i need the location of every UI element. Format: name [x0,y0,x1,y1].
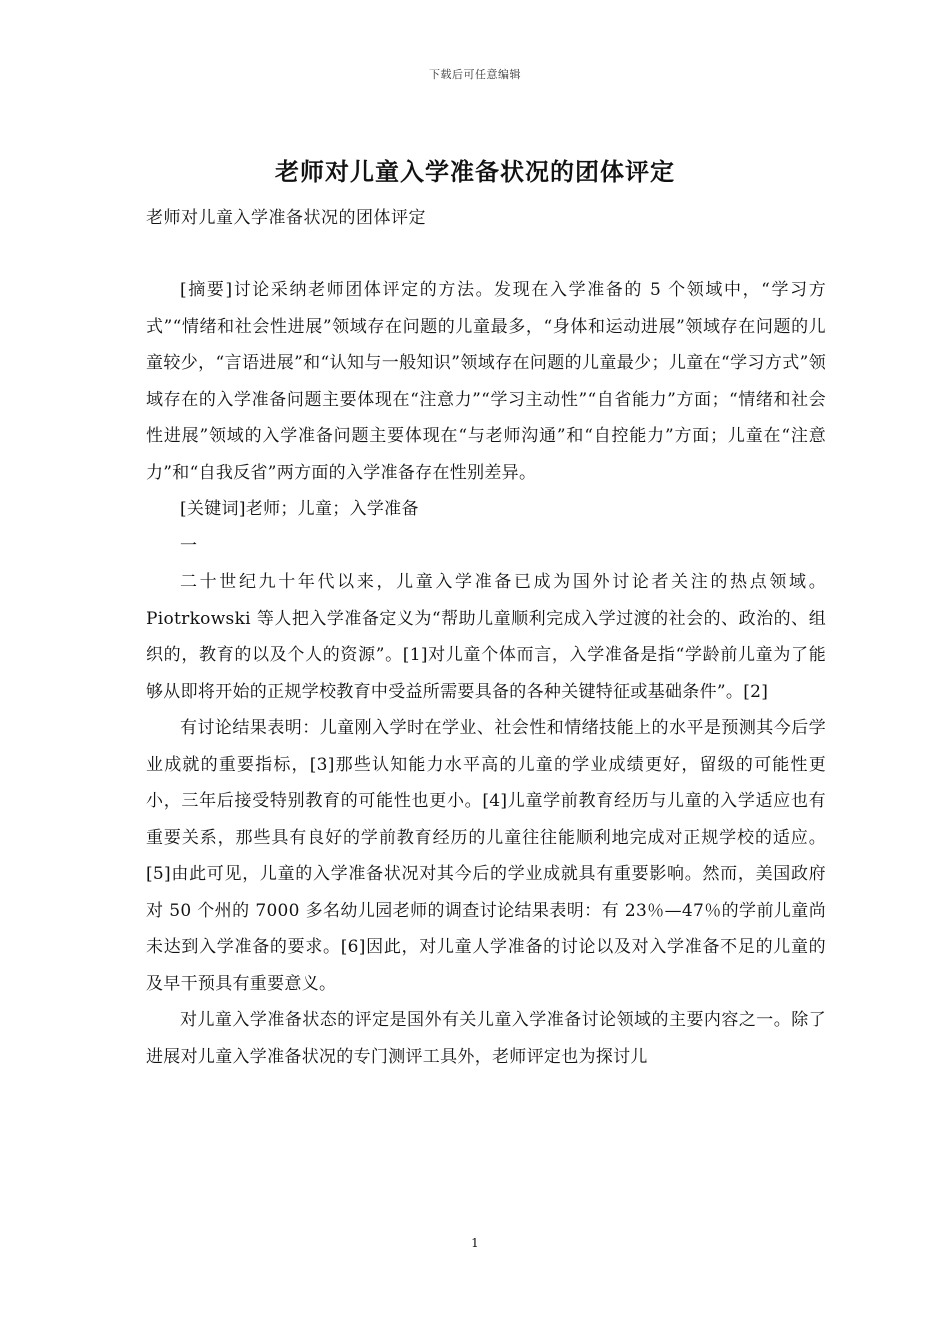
body-paragraph: 有讨论结果表明：儿童刚入学时在学业、社会性和情绪技能上的水平是预测其今后学业成就的重要指标，[3]那些认知能力水平高的儿童的学业成绩更好，留级的可能性更小，三年后接受特别教育的可能性也更小。[4]儿童学前教育经历与儿童的入学适应也有重要关系，那些具有良好的学前教育经历的儿童往往能顺利地完成对正规学校的适应。[5]由此可见，儿童的入学准备状况对其今后的学业成就具有重要影响。然而，美国政府对 50 个州的 7000 多名幼儿园老师的调查讨论结果表明：有 23％—47％的学前儿童尚未达到入学准备的要求。[6]因此，对儿童人学准备的讨论以及对入学准备不足的儿童的及早干预具有重要意义。 [146,718,826,994]
page-number: 1 [471,1236,479,1250]
document-subtitle: 老师对儿童入学准备状况的团体评定 [146,208,426,228]
keywords-paragraph: [关键词]老师；儿童；入学准备 [180,499,419,519]
document-body [146,272,826,1075]
abstract-paragraph: [摘要]讨论采纳老师团体评定的方法。发现在入学准备的 5 个领域中，“学习方式”“情绪和社会性进展”领域存在问题的儿童最多，“身体和运动进展”领域存在问题的儿童较少，“言语进展”和“认知与一般知识”领域存在问题的儿童最少；儿童在“学习方式”领域存在的入学准备问题主要体现在“注意力”“学习主动性”“自省能力”方面；“情绪和社会性进展”领域的入学准备问题主要体现在“与老师沟通”和“自控能力”方面；儿童在“注意力”和“自我反省”两方面的入学准备存在性别差异。 [146,280,826,483]
header-note: 下载后可任意编辑 [429,68,521,81]
body-paragraph: 对儿童入学准备状态的评定是国外有关儿童入学准备讨论领域的主要内容之一。除了进展对儿童入学准备状况的专门测评工具外，老师评定也为探讨儿 [146,1010,826,1067]
section-heading: 一 [180,535,198,556]
document-title: 老师对儿童入学准备状况的团体评定 [275,157,675,186]
body-paragraph: 二十世纪九十年代以来，儿童入学准备已成为国外讨论者关注的热点领域。Piotrkowski 等人把入学准备定义为“帮助儿童顺利完成入学过渡的社会的、政治的、组织的，教育的以及个人的资源”。[1]对儿童个体而言，入学准备是指“学龄前儿童为了能够从即将开始的正规学校教育中受益所需要具备的各种关键特征或基础条件”。[2] [146,572,826,702]
